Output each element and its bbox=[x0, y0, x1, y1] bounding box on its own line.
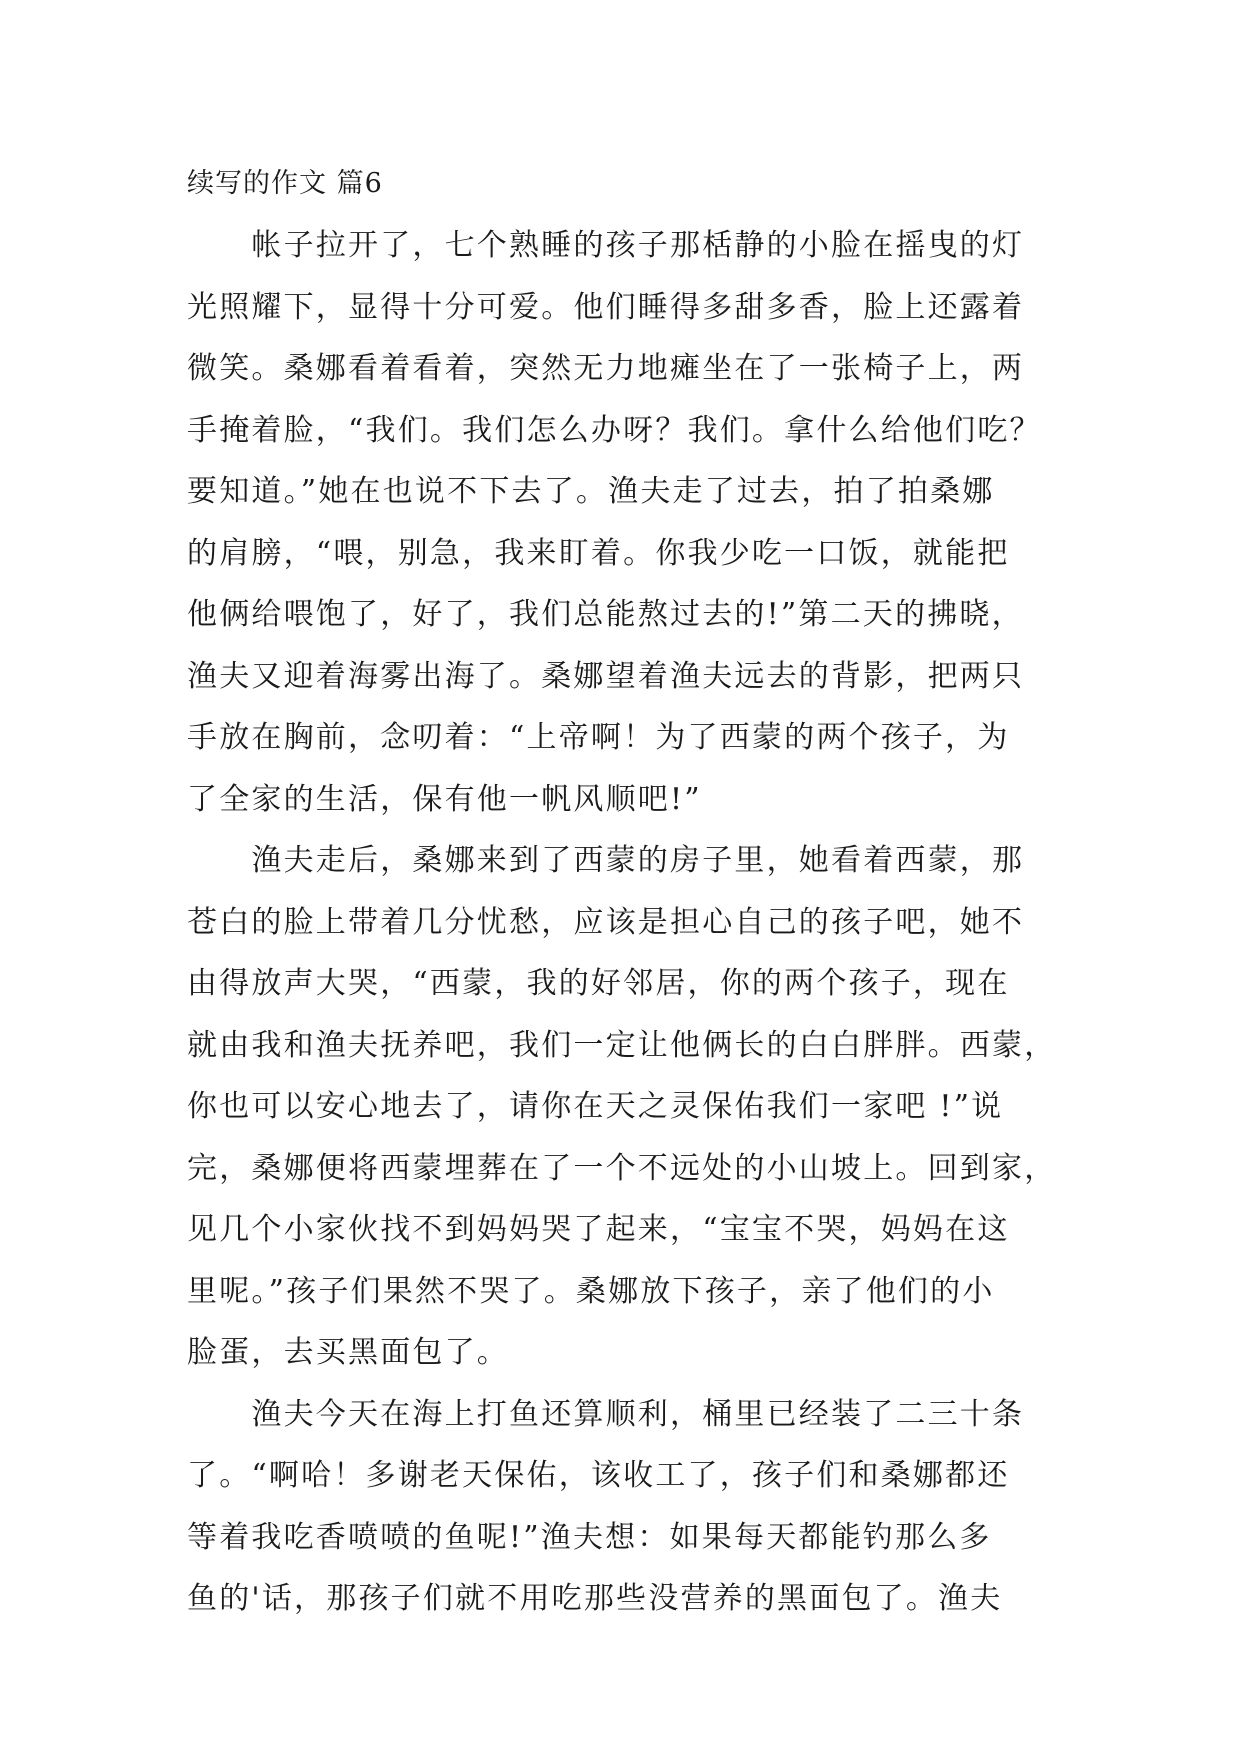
text-line: 渔夫今天在海上打鱼还算顺利，桶里已经装了二三十条 bbox=[187, 1396, 1025, 1432]
text-line: 了。“啊哈！多谢老天保佑，该收工了，孩子们和桑娜都还 bbox=[187, 1458, 1010, 1493]
text-line: 你也可以安心地去了，请你在天之灵保佑我们一家吧 !”说 bbox=[187, 1089, 1004, 1124]
text-line: 完，桑娜便将西蒙埋葬在了一个不远处的小山坡上。回到家， bbox=[187, 1150, 1057, 1186]
text-line: 见几个小家伙找不到妈妈哭了起来，“宝宝不哭，妈妈在这 bbox=[187, 1212, 1010, 1247]
text-line: 就由我和渔夫抚养吧，我们一定让他俩长的白白胖胖。西蒙， bbox=[187, 1027, 1057, 1063]
text-line: 鱼的'话，那孩子们就不用吃那些没营养的黑面包了。渔夫 bbox=[187, 1581, 1003, 1616]
text-line: 微笑。桑娜看着看着，突然无力地瘫坐在了一张椅子上，两 bbox=[187, 351, 1025, 386]
text-line: 由得放声大哭，“西蒙，我的好邻居，你的两个孩子，现在 bbox=[187, 966, 1010, 1001]
text-line: 等着我吃香喷喷的鱼呢!”渔夫想：如果每天都能钓那么多 bbox=[187, 1519, 992, 1555]
paragraph-3 bbox=[187, 1384, 1059, 1630]
text-line: 帐子拉开了，七个熟睡的孩子那栝静的小脸在摇曳的灯 bbox=[187, 228, 1025, 263]
text-line: 的肩膀，“喂，别急，我来盯着。你我少吃一口饭，就能把 bbox=[187, 535, 1010, 571]
text-line: 苍白的脸上带着几分忧愁，应该是担心自己的孩子吧，她不 bbox=[187, 904, 1025, 940]
text-line: 手掩着脸，“我们。我们怎么办呀？我们。拿什么给他们吃？ bbox=[187, 412, 1042, 448]
paragraph-1 bbox=[187, 215, 1059, 830]
text-line: 了全家的生活，保有他一帆风顺吧!” bbox=[187, 781, 702, 817]
text-line: 渔夫又迎着海雾出海了。桑娜望着渔夫远去的背影，把两只 bbox=[187, 658, 1025, 694]
text-line: 要知道。”她在也说不下去了。渔夫走了过去，拍了拍桑娜 bbox=[187, 474, 995, 509]
text-line: 里呢。”孩子们果然不哭了。桑娜放下孩子，亲了他们的小 bbox=[187, 1273, 995, 1309]
text-line: 渔夫走后，桑娜来到了西蒙的房子里，她看着西蒙，那 bbox=[187, 843, 1025, 878]
text-line: 他俩给喂饱了，好了，我们总能熬过去的!”第二天的拂晓， bbox=[187, 597, 1024, 632]
text-line: 光照耀下，显得十分可爱。他们睡得多甜多香，脸上还露着 bbox=[187, 289, 1025, 325]
document-body bbox=[187, 215, 1059, 1630]
document-title: 续写的作文 篇6 bbox=[187, 168, 383, 199]
paragraph-2 bbox=[187, 830, 1059, 1384]
text-line: 手放在胸前，念叨着：“上帝啊！为了西蒙的两个孩子，为 bbox=[187, 720, 1010, 755]
text-line: 脸蛋，去买黑面包了。 bbox=[187, 1335, 509, 1370]
